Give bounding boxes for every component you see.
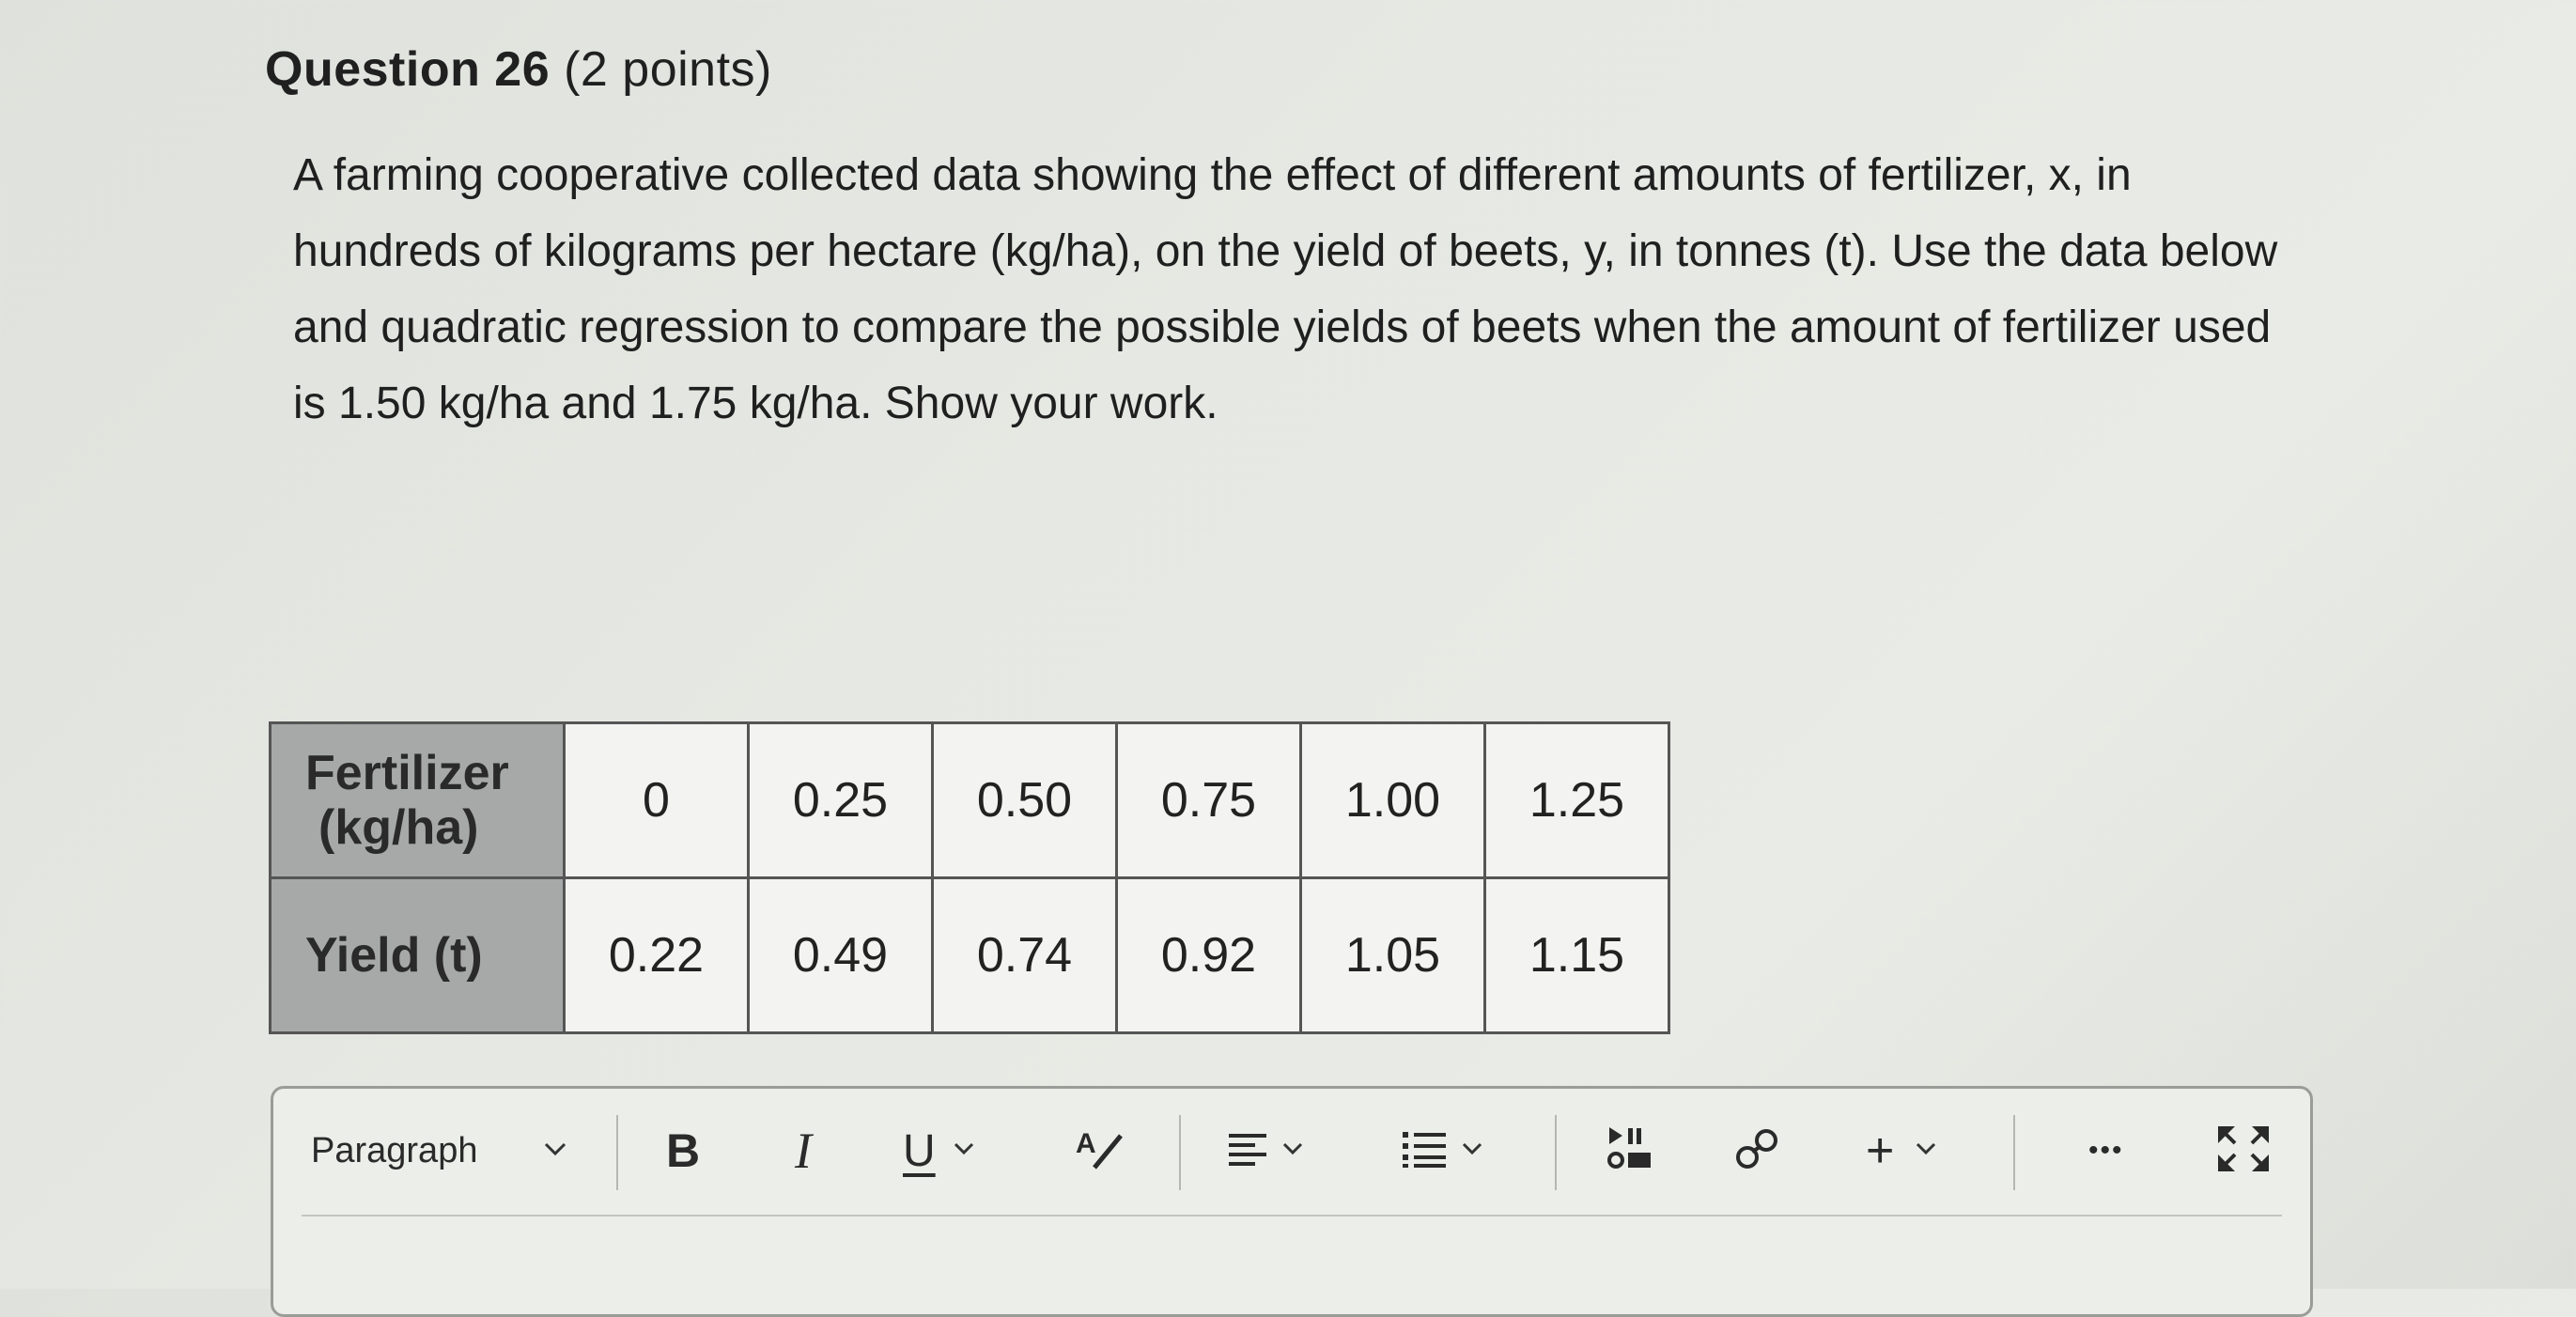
- editor-content-area[interactable]: [302, 1220, 2282, 1314]
- bold-button[interactable]: [666, 1117, 700, 1185]
- editor-toolbar: [273, 1089, 2310, 1213]
- fullscreen-icon: [2216, 1124, 2271, 1178]
- table-cell: 0.74: [933, 878, 1117, 1033]
- question-points: (2 points): [564, 42, 772, 97]
- table-cell: 0.75: [1117, 723, 1301, 878]
- fullscreen-button[interactable]: [2216, 1117, 2271, 1185]
- insert-more-button[interactable]: [1866, 1117, 1937, 1185]
- underline-icon: U: [903, 1125, 936, 1176]
- table-cell: 0.49: [749, 878, 933, 1033]
- table-cell: 1.25: [1485, 723, 1669, 878]
- table-row-fertilizer: [271, 723, 1669, 878]
- list-button[interactable]: [1401, 1117, 1483, 1185]
- align-left-icon: [1227, 1130, 1268, 1172]
- align-button[interactable]: [1227, 1117, 1304, 1185]
- table-cell: 1.05: [1301, 878, 1485, 1033]
- insert-link-button[interactable]: [1731, 1117, 1784, 1185]
- chevron-down-icon: [953, 1141, 975, 1161]
- block-format-dropdown[interactable]: [311, 1117, 567, 1185]
- bold-icon: B: [666, 1124, 701, 1177]
- row-header-yield: [271, 878, 565, 1033]
- question-title: [265, 41, 772, 98]
- chevron-down-icon: [1281, 1141, 1304, 1161]
- table-cell: 0.22: [565, 878, 749, 1033]
- more-icon: •••: [2088, 1135, 2124, 1166]
- row-header-line: Yield (t): [305, 928, 483, 983]
- toolbar-divider: [616, 1115, 618, 1190]
- row-header-line: (kg/ha): [318, 800, 479, 855]
- more-actions-button[interactable]: [2088, 1117, 2124, 1185]
- toolbar-divider: [2013, 1115, 2015, 1190]
- row-header-line: Fertilizer: [305, 746, 509, 800]
- svg-text:A: A: [1076, 1127, 1096, 1159]
- toolbar-divider-line: [302, 1215, 2282, 1216]
- underline-button[interactable]: [903, 1117, 975, 1185]
- question-number: Question 26: [265, 42, 551, 97]
- chevron-down-icon: [1461, 1141, 1483, 1161]
- italic-icon: I: [795, 1123, 812, 1179]
- link-icon: [1731, 1125, 1784, 1177]
- italic-button[interactable]: [795, 1117, 812, 1185]
- table-cell: 0: [565, 723, 749, 878]
- table-cell: 0.92: [1117, 878, 1301, 1033]
- table-cell: 0.25: [749, 723, 933, 878]
- chevron-down-icon: [1915, 1141, 1937, 1161]
- format-text-icon: [1074, 1124, 1130, 1178]
- table-cell: 0.50: [933, 723, 1117, 878]
- bulleted-list-icon: [1401, 1129, 1448, 1173]
- insert-media-button[interactable]: [1606, 1117, 1654, 1185]
- chevron-down-icon: [543, 1141, 567, 1161]
- data-table: [269, 721, 1670, 1034]
- insert-media-icon: [1606, 1125, 1654, 1177]
- plus-icon: +: [1866, 1123, 1895, 1178]
- table-cell: 1.00: [1301, 723, 1485, 878]
- format-text-button[interactable]: [1074, 1117, 1130, 1185]
- toolbar-divider: [1555, 1115, 1557, 1190]
- question-prompt: A farming cooperative collected data showing the effect of different amounts of fertilizer, x, in hundreds of kilograms per hectare (kg/ha), on the yield of beets, y, in tonnes (t). Use the data below and quadratic regression to compare the possible yields of beets when the amount of fertilizer used is 1.50 kg/ha and 1.75 kg/ha. Show your work.: [293, 150, 2278, 428]
- block-format-label: Paragraph: [311, 1130, 478, 1170]
- row-header-fertilizer: [271, 723, 565, 878]
- toolbar-divider: [1179, 1115, 1181, 1190]
- rich-text-editor[interactable]: [271, 1086, 2313, 1317]
- table-row-yield: [271, 878, 1669, 1033]
- table-cell: 1.15: [1485, 878, 1669, 1033]
